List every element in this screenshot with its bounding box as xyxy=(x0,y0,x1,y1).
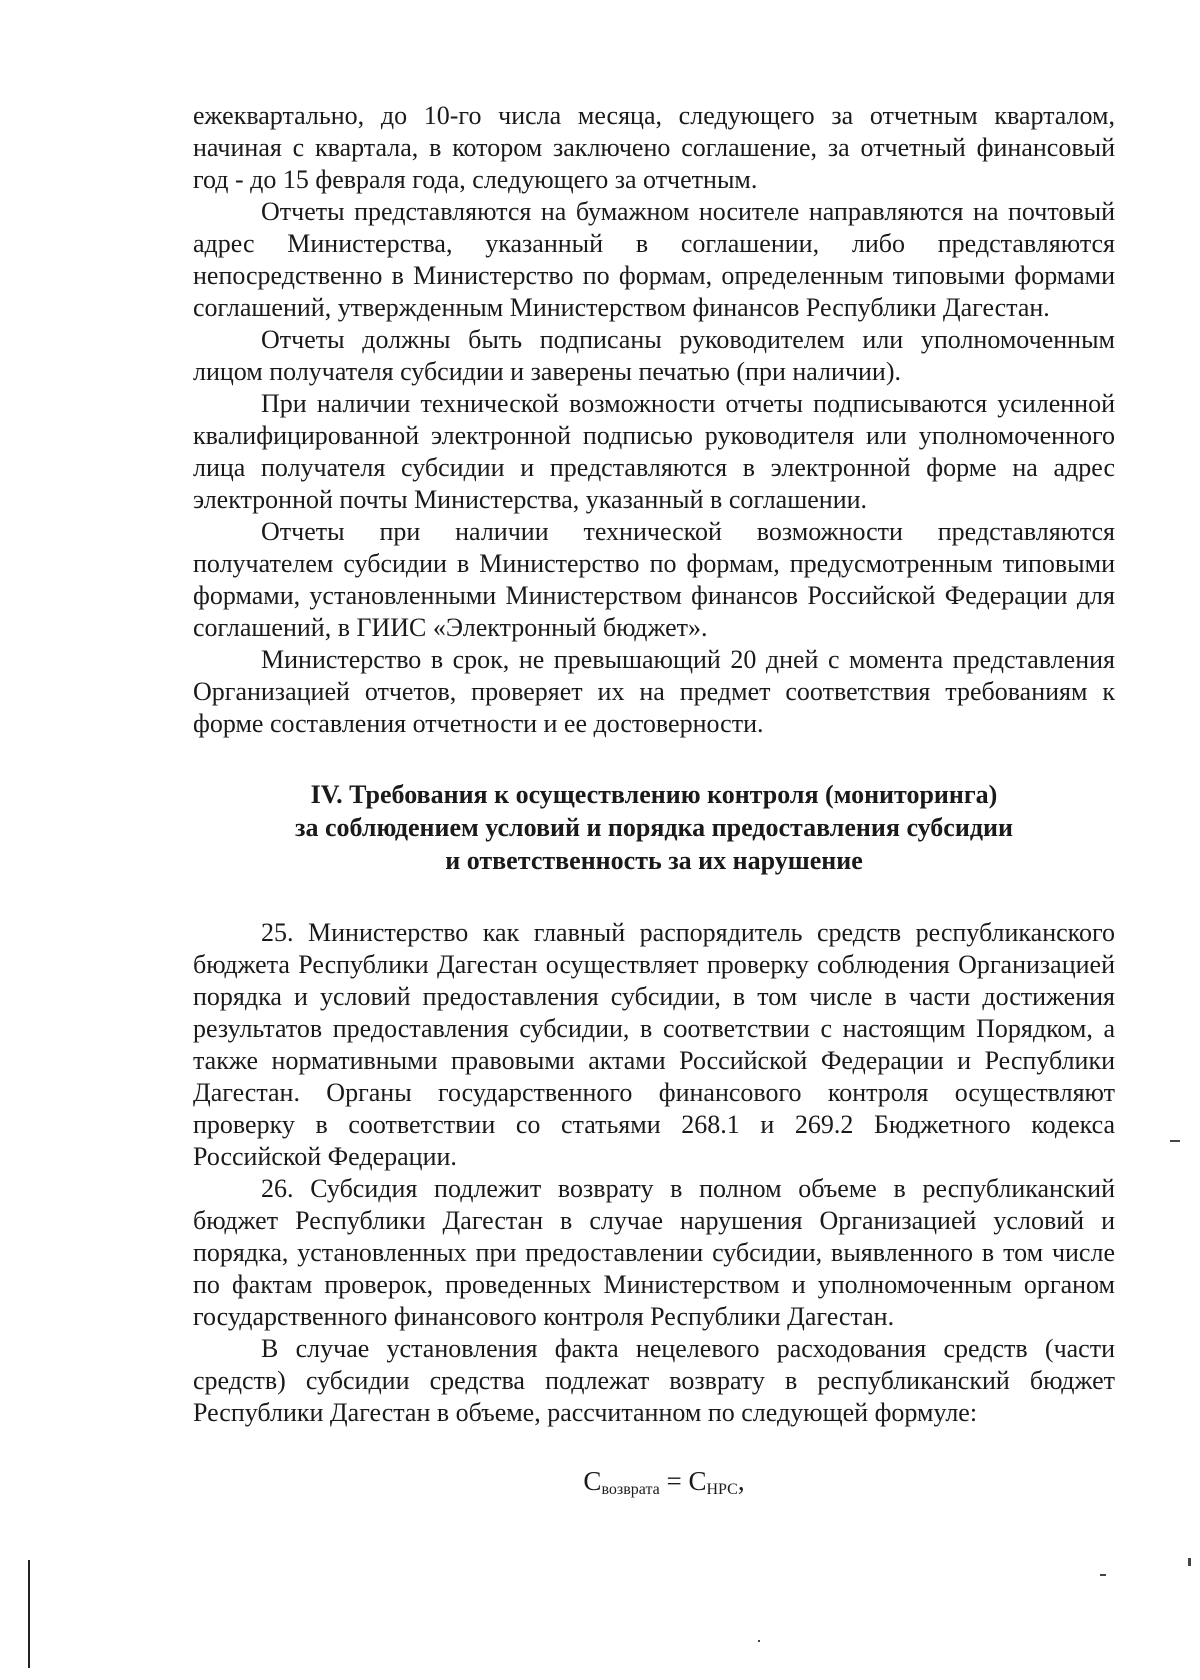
paragraph-giis-reports: Отчеты при наличии технической возможности представляются получателем субсидии в Министерство по формам, предусмотренным типовыми формами, установленными Министерством финансов Российской Федерации для соглашений, в ГИИС «Электронный бюджет». xyxy=(193,517,1115,642)
scan-mark xyxy=(1170,1140,1180,1142)
formula-rhs-symbol: С xyxy=(688,1466,707,1496)
paragraph-report-verification: Министерство в срок, не превышающий 20 дней с момента представления Организацией отчетов, проверяет их на предмет соответствия требованиям к форме составления отчетности и ее достоверности. xyxy=(193,645,1115,738)
formula-rhs-subscript: НРС xyxy=(706,1481,738,1498)
paragraph-reporting-schedule: ежеквартально, до 10-го числа месяца, следующего за отчетным кварталом, начиная с квартала, в котором заключено соглашение, за отчетный финансовый год - до 15 февраля года, следующего за отчетным. xyxy=(193,101,1115,194)
paragraph-report-signature: Отчеты должны быть подписаны руководителем или уполномоченным лицом получателя субсидии и заверены печатью (при наличии). xyxy=(193,325,1115,386)
paragraph-25-control: 25. Министерство как главный распорядитель средств республиканского бюджета Республики Дагестан осуществляет проверку соблюдения Организацией порядка и условий предоставления субсидии, в том числе в части достижения результатов предоставления субсидии, в соответствии с настоящим Порядком, а также нормативными правовыми актами Российской Федерации и Республики Дагестан. Органы государственного финансового контроля осуществляют проверку в соответствии со статьями 268.1 и 269.2 Бюджетного кодекса Российской Федерации. xyxy=(193,918,1115,1171)
scan-mark xyxy=(1100,1574,1106,1576)
refund-formula xyxy=(193,1465,1115,1506)
section-heading-line-2: за соблюдением условий и порядка предоставления субсидии xyxy=(295,813,1013,842)
paragraph-misuse-formula-intro: В случае установления факта нецелевого расходования средств (части средств) субсидии средства подлежат возврату в республиканский бюджет Республики Дагестан в объеме, рассчитанном по следующей формуле: xyxy=(193,1334,1115,1427)
scan-mark xyxy=(1188,1558,1191,1566)
section-heading-line-1: IV. Требования к осуществлению контроля (мониторинга) xyxy=(310,780,998,809)
paragraph-paper-reports: Отчеты представляются на бумажном носителе направляются на почтовый адрес Министерства, указанный в соглашении, либо представляются непосредственно в Министерство по формам, определенным типовыми формами соглашений, утвержденным Министерством финансов Республики Дагестан. xyxy=(193,197,1115,322)
section-heading-iv xyxy=(193,778,1115,877)
paragraph-26-refund: 26. Субсидия подлежит возврату в полном объеме в республиканский бюджет Республики Дагестан в случае нарушения Организацией условий и порядка, установленных при предоставлении субсидии, выявленного в том числе по фактам проверок, проведенных Министерством и уполномоченным органом государственного финансового контроля Республики Дагестан. xyxy=(193,1174,1115,1331)
scan-margin-line xyxy=(28,1560,30,1668)
formula-lhs-symbol: С xyxy=(583,1466,602,1496)
section-heading-line-3: и ответственность за их нарушение xyxy=(445,846,863,875)
document-page xyxy=(193,100,1115,1506)
paragraph-electronic-signature: При наличии технической возможности отчеты подписываются усиленной квалифицированной электронной подписью руководителя или уполномоченного лица получателя субсидии и представляются в электронной форме на адрес электронной почты Министерства, указанный в соглашении. xyxy=(193,389,1115,514)
formula-equals: = xyxy=(659,1466,689,1496)
formula-lhs-subscript: возврата xyxy=(601,1481,660,1498)
formula-trailing-comma: , xyxy=(737,1466,745,1496)
scan-mark xyxy=(758,1640,760,1642)
